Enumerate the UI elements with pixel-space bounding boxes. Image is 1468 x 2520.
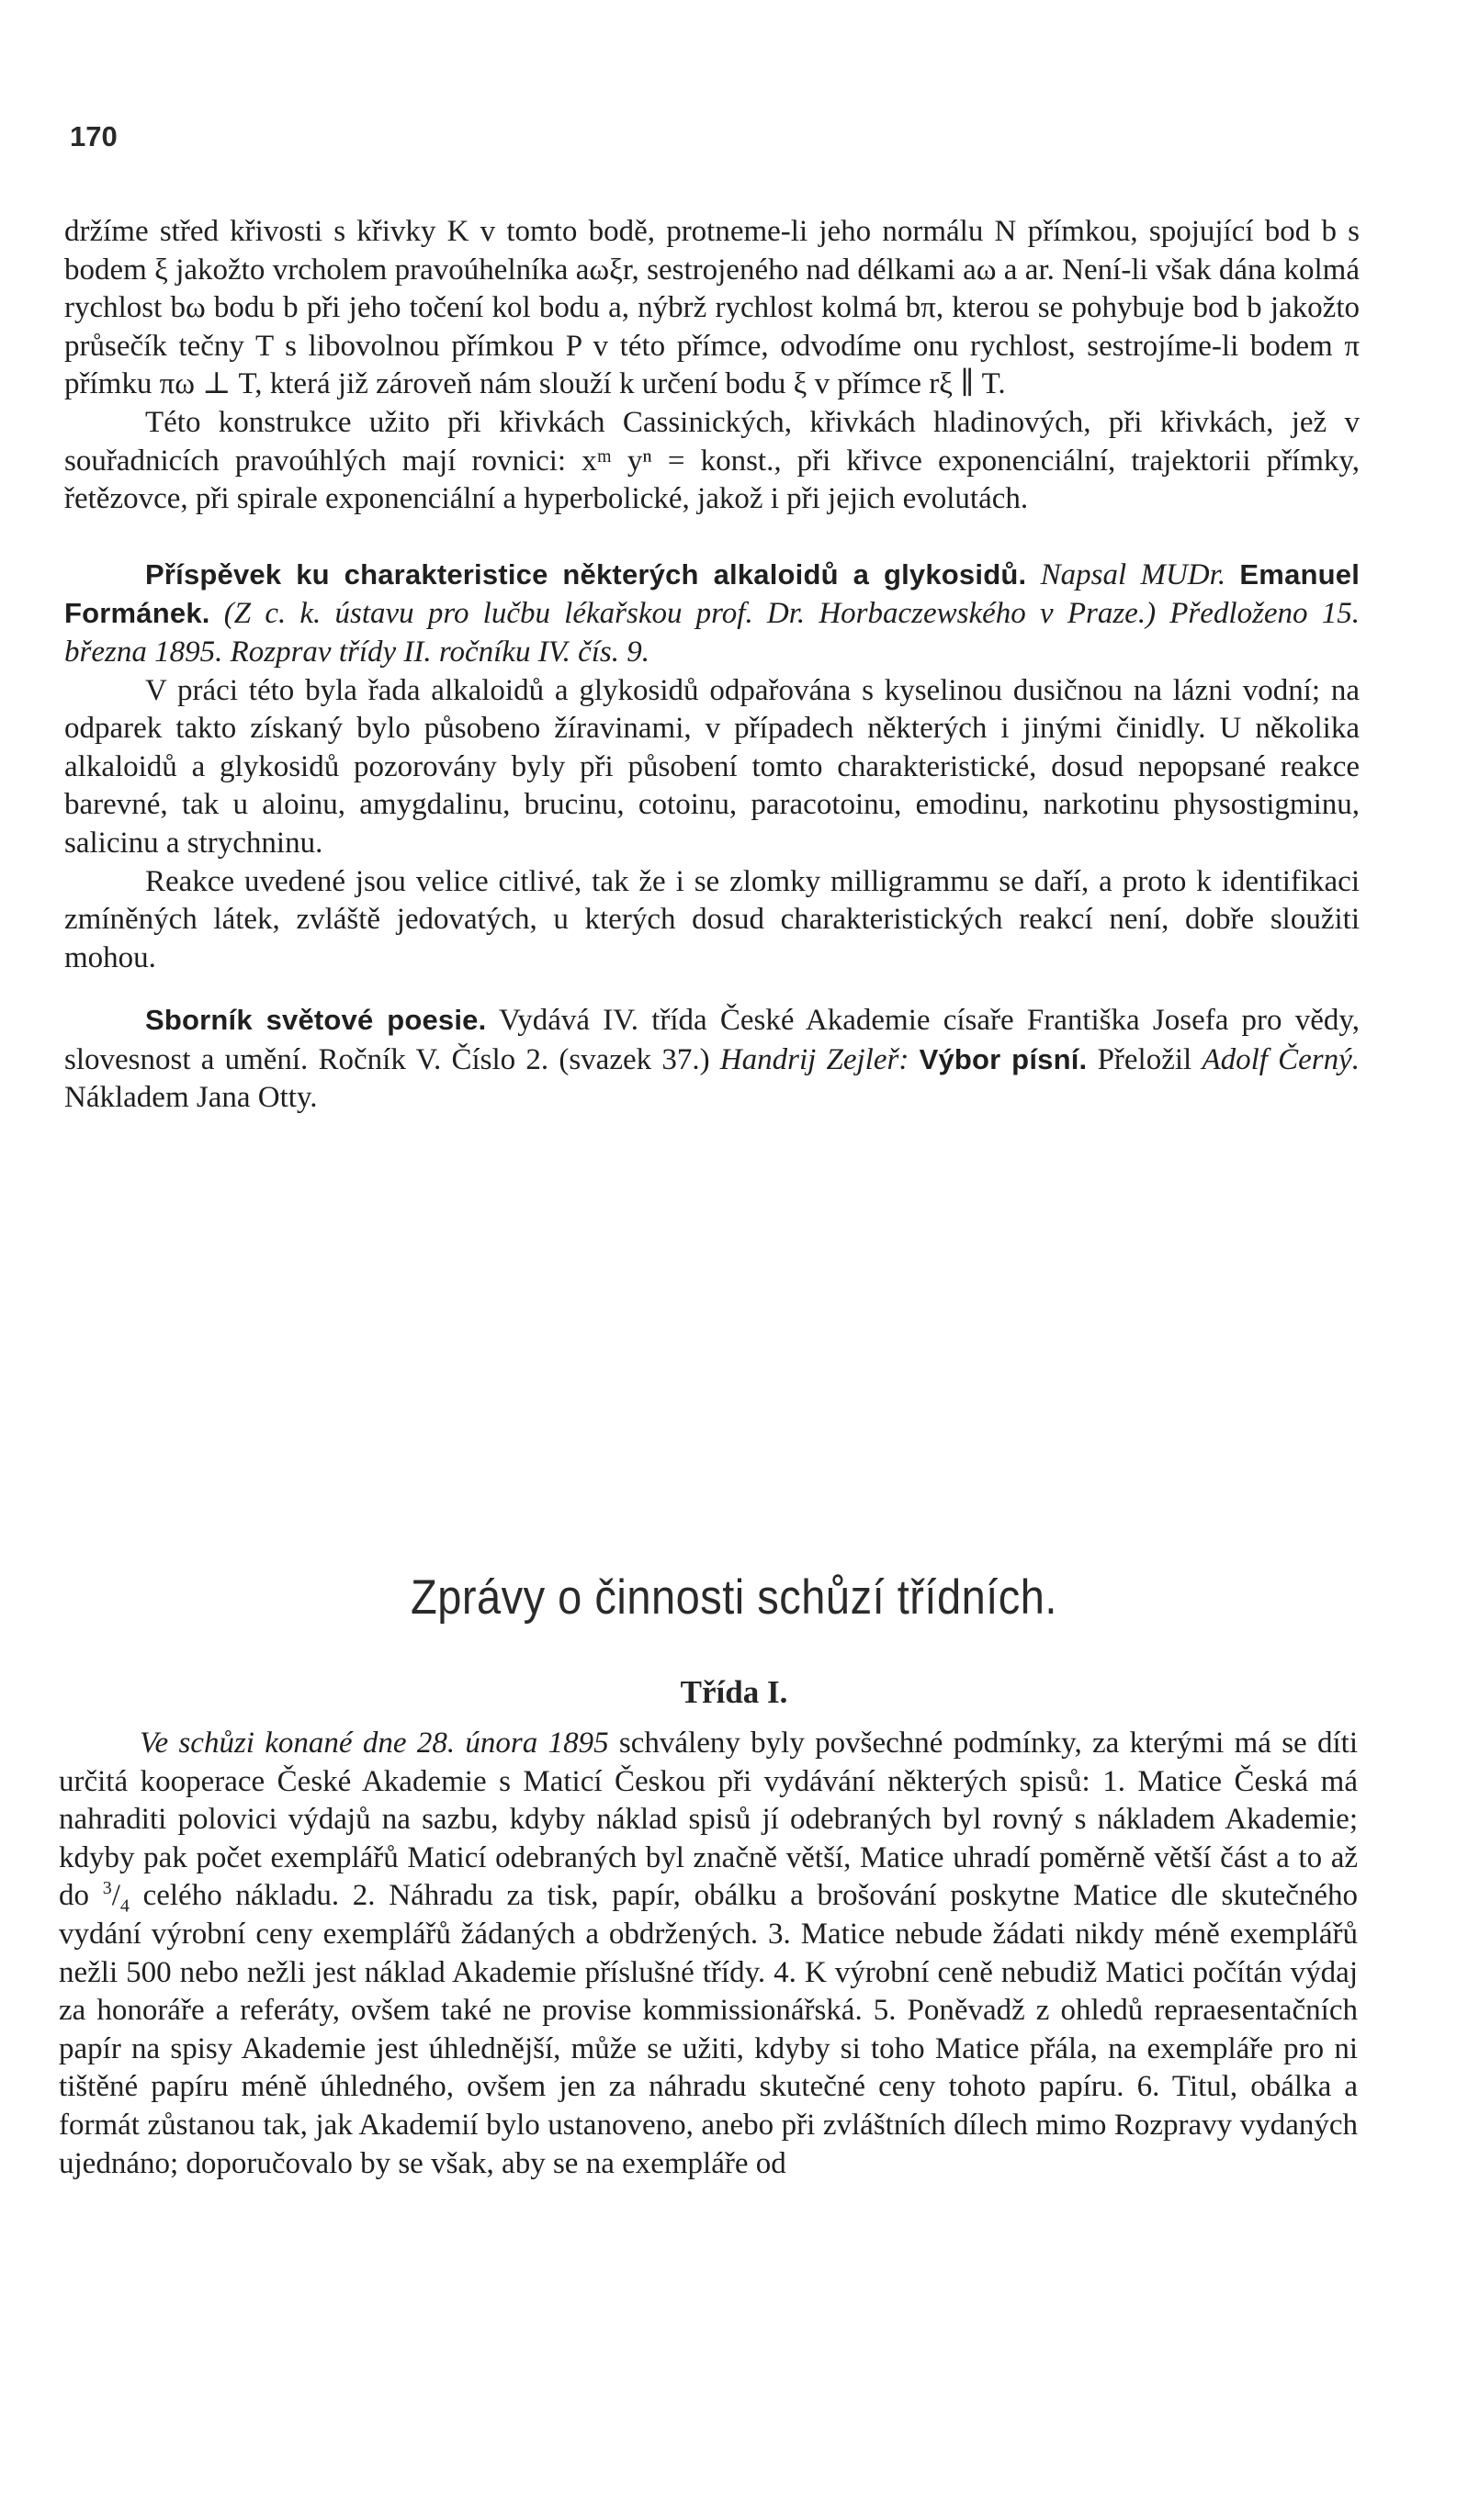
- entry-author: Handrij Zejleř:: [719, 1042, 909, 1076]
- paragraph: držíme střed křivosti s křivky K v tomto bodě, protneme-li jeho normálu N přímkou, spojující bod b s bodem ξ jakožto vrcholem pravoúhelníka aωξr, sestrojeného nad délkami aω a ar. Není-li však dána kolmá rychlost bω bodu b při jeho točení kol bodu a, nýbrž rychlost kolmá bπ, kterou se pohybuje bod b jakožto průsečík tečny T s libovolnou přímkou P v této přímce, odvodíme onu rychlost, sestrojíme-li bodem π přímku πω ⊥ T, která již zároveň nám slouží k určení bodu ξ v přímce rξ ∥ T.: [64, 215, 1360, 401]
- entry-text: Vydává IV. třída České Akademie císaře Františka Josefa pro vědy, slovesnost a umění. Ročník V. Číslo 2. (svazek 37.): [64, 1004, 1360, 1076]
- entry-author-prefix: Napsal MUDr.: [1040, 557, 1226, 591]
- section-subheading: Třída I.: [680, 1674, 788, 1710]
- paragraph-text: schváleny byly povšechné podmínky, za kterými má se díti určitá kooperace České Akademie s Maticí Českou při vydávání některých spisů: 1. Matice Česká má nahraditi polovici výdajů na sazbu, kdyby náklad spisů jí odebraných byl rovný s nákladem Akademie; kdyby pak počet exemplářů Maticí odebraných byl značně větší, Matice uhradí poměrně větší část a to až do: [59, 1727, 1359, 1913]
- paragraph-text: celého nákladu. 2. Náhradu za tisk, papír, obálku a brošování poskytne Matice dle skutečného vydání výrobní ceny exemplářů žádaných a obdržených. 3. Matice nebude žádati nikdy méně exemplářů nežli 500 nebo nežli jest náklad Akademie příslušné třídy. 4. K výrobní ceně nebudiž Matici počítán výdaj za honoráře a referáty, ovšem také ne provise kommissionářská. 5. Poněvadž z ohledů repraesentačních papír na spisy Akademie jest úhlednější, může se užiti, kdyby si toho Matice přála, na exempláře pro ni tištěné papíru méně úhledného, ovšem jen za náhradu skutečné ceny tohoto papíru. 6. Titul, obálka a formát zůstanou tak, jak Akademií bylo ustanoveno, anebo při zvláštních dílech mimo Rozpravy vydaných ujednáno; doporučovalo by se však, aby se na exempláře od: [59, 1879, 1358, 2180]
- paragraph: Reakce uvedené jsou velice citlivé, tak že i se zlomky milligrammu se daří, a proto k identifikaci zmíněných látek, zvláště jedovatých, u kterých dosud charakteristických reakcí není, dobře sloužiti mohou.: [64, 864, 1360, 974]
- entry-formanek: [64, 556, 1360, 672]
- paragraph: Ve schůzi konané dne 28. února 1895 schváleny byly povšechné podmínky, za kterými má se díti určitá kooperace České Akademie s Maticí Českou při vydávání některých spisů: 1. Matice Česká má nahraditi polovici výdajů na sazbu, kdyby náklad spisů jí odebraných byl rovný s nákladem Akademie; kdyby pak počet exemplářů Maticí odebraných byl značně větší, Matice uhradí poměrně větší část a to až do $^3/_4$ celého nákladu. 2. Náhradu za tisk, papír, obálku a brošování poskytne Matice dle skutečného vydání výrobní ceny exemplářů žádaných a obdržených. 3. Matice nebude žádati nikdy méně exemplářů nežli 500 nebo nežli jest náklad Akademie příslušné třídy. 4. K výrobní ceně nebudiž Matici počítán výdaj za honoráře a referáty, ovšem také ne provise kommissionářská. 5. Poněvadž z ohledů repraesentačních papír na spisy Akademie jest úhlednější, může se užiti, kdyby si toho Matice přála, na exempláře pro ni tištěné papíru méně úhledného, ovšem jen za náhradu skutečné ceny tohoto papíru. 6. Titul, obálka a formát zůstanou tak, jak Akademií bylo ustanoveno, anebo při zvláštních dílech mimo Rozpravy vydaných ujednáno; doporučovalo by se však, aby se na exempláře od: [59, 1727, 1359, 2180]
- entry-translator-prefix: Přeložil: [1097, 1042, 1192, 1076]
- paragraph: Této konstrukce užito při křivkách Cassinických, křivkách hladinových, při křivkách, jež v souřadnicích pravoúhlých mají rovnici: xᵐ yⁿ = konst., při křivce exponenciální, trajektorii přímky, řetězovce, při spirale exponenciální a hyperbolické, jakož i při jejich evolutách.: [64, 405, 1360, 516]
- paragraph: V práci této byla řada alkaloidů a glykosidů odpařována s kyselinou dusičnou na lázni vodní; na odparek takto získaný bylo působeno žíravinami, v případech některých i jinými činidly. U několika alkaloidů a glykosidů pozorovány byly při působení tomto charakteristické, dosud nepopsané reakce barevné, tak u aloinu, amygdalinu, brucinu, cotoinu, paracotoinu, emodinu, narkotinu physostigminu, salicinu a strychninu.: [64, 673, 1360, 860]
- entry-title: Příspěvek ku charakteristice některých alkaloidů a glykosidů.: [145, 557, 1027, 591]
- section-body: [59, 1725, 1358, 2183]
- entry-title: Sborník světové poesie.: [145, 1004, 487, 1037]
- date-phrase: Ve schůzi konané dne 28. února 1895: [140, 1727, 609, 1760]
- entry-sbornik: [64, 1001, 1360, 1118]
- section-heading: Zprávy o činnosti schůzí třídních.: [410, 1569, 1057, 1625]
- fraction-denominator: 4: [119, 1896, 130, 1917]
- entry-translator: Adolf Černý.: [1202, 1042, 1361, 1076]
- page-number: 170: [70, 120, 118, 152]
- entry-details: (Z c. k. ústavu pro lučbu lékařskou prof. Dr. Horbaczewského v Praze.) Předloženo 15. března 1895. Rozprav třídy II. ročníku IV. čís. 9.: [64, 597, 1361, 669]
- entry-publisher: Nákladem Jana Otty.: [64, 1081, 318, 1115]
- entry-subtitle: Výbor písní.: [919, 1042, 1088, 1075]
- entry-author: Emanuel Formánek.: [64, 557, 1361, 630]
- fraction-numerator: 3: [102, 1878, 112, 1899]
- article-body: [64, 213, 1360, 1118]
